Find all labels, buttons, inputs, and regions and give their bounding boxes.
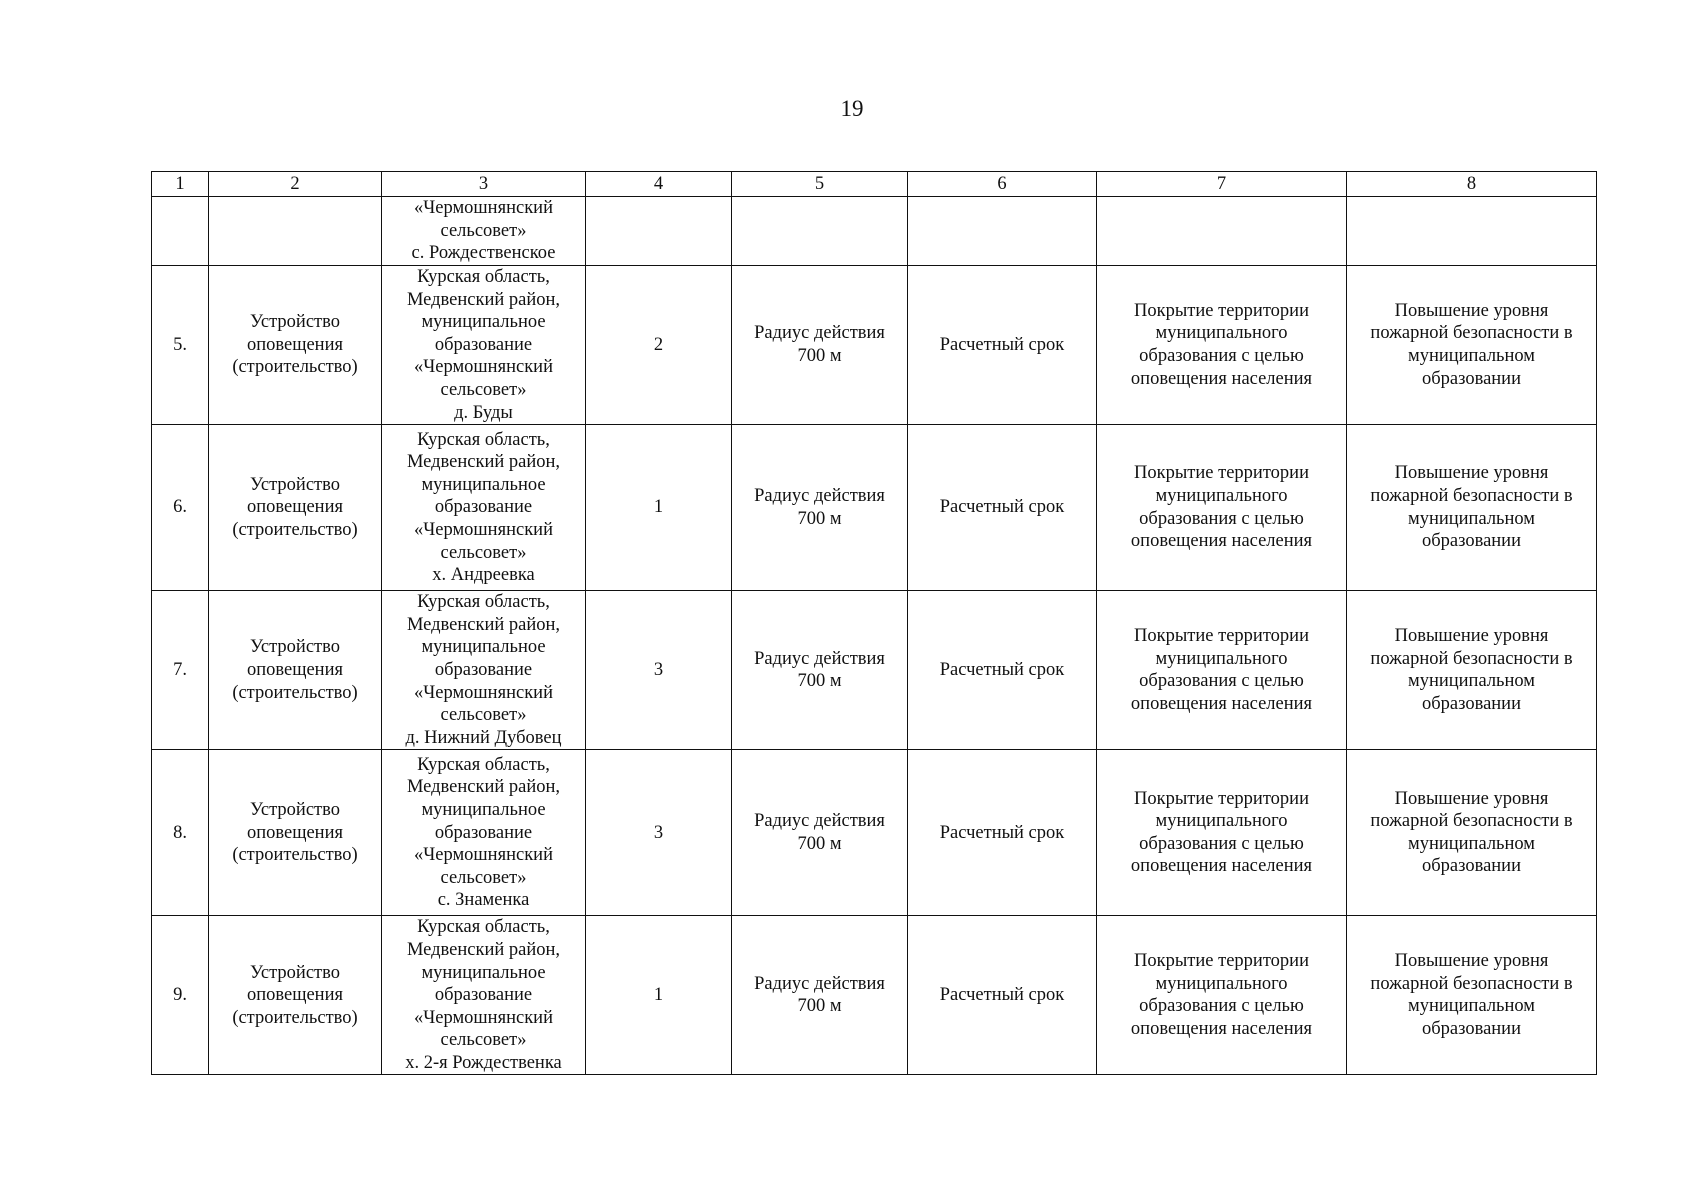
quantity-cell: 1 [586, 425, 732, 591]
cell-empty [152, 197, 209, 266]
row-number: 8. [152, 750, 209, 916]
result-cell: Повышение уровня пожарной безопасности в муниципальном образовании [1347, 266, 1597, 425]
result-cell: Повышение уровня пожарной безопасности в муниципальном образовании [1347, 750, 1597, 916]
cell-empty [586, 197, 732, 266]
event-cell: Устройство оповещения (строительство) [209, 266, 382, 425]
deadline-cell: Расчетный срок [908, 916, 1097, 1075]
cell-empty [209, 197, 382, 266]
cell-empty [1347, 197, 1597, 266]
quantity-cell: 1 [586, 916, 732, 1075]
quantity-cell: 3 [586, 591, 732, 750]
location-cell: Курская область, Медвенский район, муниципальное образование «Чермошнянский сельсовет» д. Нижний Дубовец [382, 591, 586, 750]
purpose-cell: Покрытие территории муниципального образования с целью оповещения населения [1097, 750, 1347, 916]
measures-table [151, 171, 1597, 1075]
parameter-cell: Радиус действия 700 м [732, 266, 908, 425]
location-cell: Курская область, Медвенский район, муниципальное образование «Чермошнянский сельсовет» д. Буды [382, 266, 586, 425]
event-cell: Устройство оповещения (строительство) [209, 750, 382, 916]
column-number: 1 [152, 172, 209, 197]
deadline-cell: Расчетный срок [908, 750, 1097, 916]
table-row [152, 591, 1597, 750]
purpose-cell: Покрытие территории муниципального образования с целью оповещения населения [1097, 425, 1347, 591]
cell-empty [732, 197, 908, 266]
column-number: 3 [382, 172, 586, 197]
parameter-cell: Радиус действия 700 м [732, 591, 908, 750]
location-cell: Курская область, Медвенский район, муниципальное образование «Чермошнянский сельсовет» с. Знаменка [382, 750, 586, 916]
table-row [152, 266, 1597, 425]
table-row [152, 425, 1597, 591]
row-number: 5. [152, 266, 209, 425]
parameter-cell: Радиус действия 700 м [732, 750, 908, 916]
page-number: 19 [840, 96, 864, 121]
column-number: 2 [209, 172, 382, 197]
result-cell: Повышение уровня пожарной безопасности в муниципальном образовании [1347, 425, 1597, 591]
table-row [152, 916, 1597, 1075]
row-number: 6. [152, 425, 209, 591]
deadline-cell: Расчетный срок [908, 425, 1097, 591]
cell-empty [1097, 197, 1347, 266]
cell-empty [908, 197, 1097, 266]
column-number: 8 [1347, 172, 1597, 197]
purpose-cell: Покрытие территории муниципального образования с целью оповещения населения [1097, 916, 1347, 1075]
column-number: 5 [732, 172, 908, 197]
location-cell: Курская область, Медвенский район, муниципальное образование «Чермошнянский сельсовет» х. 2-я Рождественка [382, 916, 586, 1075]
location-cell: Курская область, Медвенский район, муниципальное образование «Чермошнянский сельсовет» х. Андреевка [382, 425, 586, 591]
purpose-cell: Покрытие территории муниципального образования с целью оповещения населения [1097, 266, 1347, 425]
location-cell: «Чермошнянский сельсовет» с. Рождественское [382, 197, 586, 266]
continuation-row [152, 197, 1597, 266]
event-cell: Устройство оповещения (строительство) [209, 425, 382, 591]
row-number: 9. [152, 916, 209, 1075]
column-number-row [152, 172, 1597, 197]
row-number: 7. [152, 591, 209, 750]
column-number: 4 [586, 172, 732, 197]
parameter-cell: Радиус действия 700 м [732, 425, 908, 591]
purpose-cell: Покрытие территории муниципального образования с целью оповещения населения [1097, 591, 1347, 750]
quantity-cell: 3 [586, 750, 732, 916]
deadline-cell: Расчетный срок [908, 591, 1097, 750]
event-cell: Устройство оповещения (строительство) [209, 916, 382, 1075]
result-cell: Повышение уровня пожарной безопасности в муниципальном образовании [1347, 916, 1597, 1075]
parameter-cell: Радиус действия 700 м [732, 916, 908, 1075]
quantity-cell: 2 [586, 266, 732, 425]
deadline-cell: Расчетный срок [908, 266, 1097, 425]
column-number: 6 [908, 172, 1097, 197]
result-cell: Повышение уровня пожарной безопасности в муниципальном образовании [1347, 591, 1597, 750]
table-row [152, 750, 1597, 916]
column-number: 7 [1097, 172, 1347, 197]
event-cell: Устройство оповещения (строительство) [209, 591, 382, 750]
